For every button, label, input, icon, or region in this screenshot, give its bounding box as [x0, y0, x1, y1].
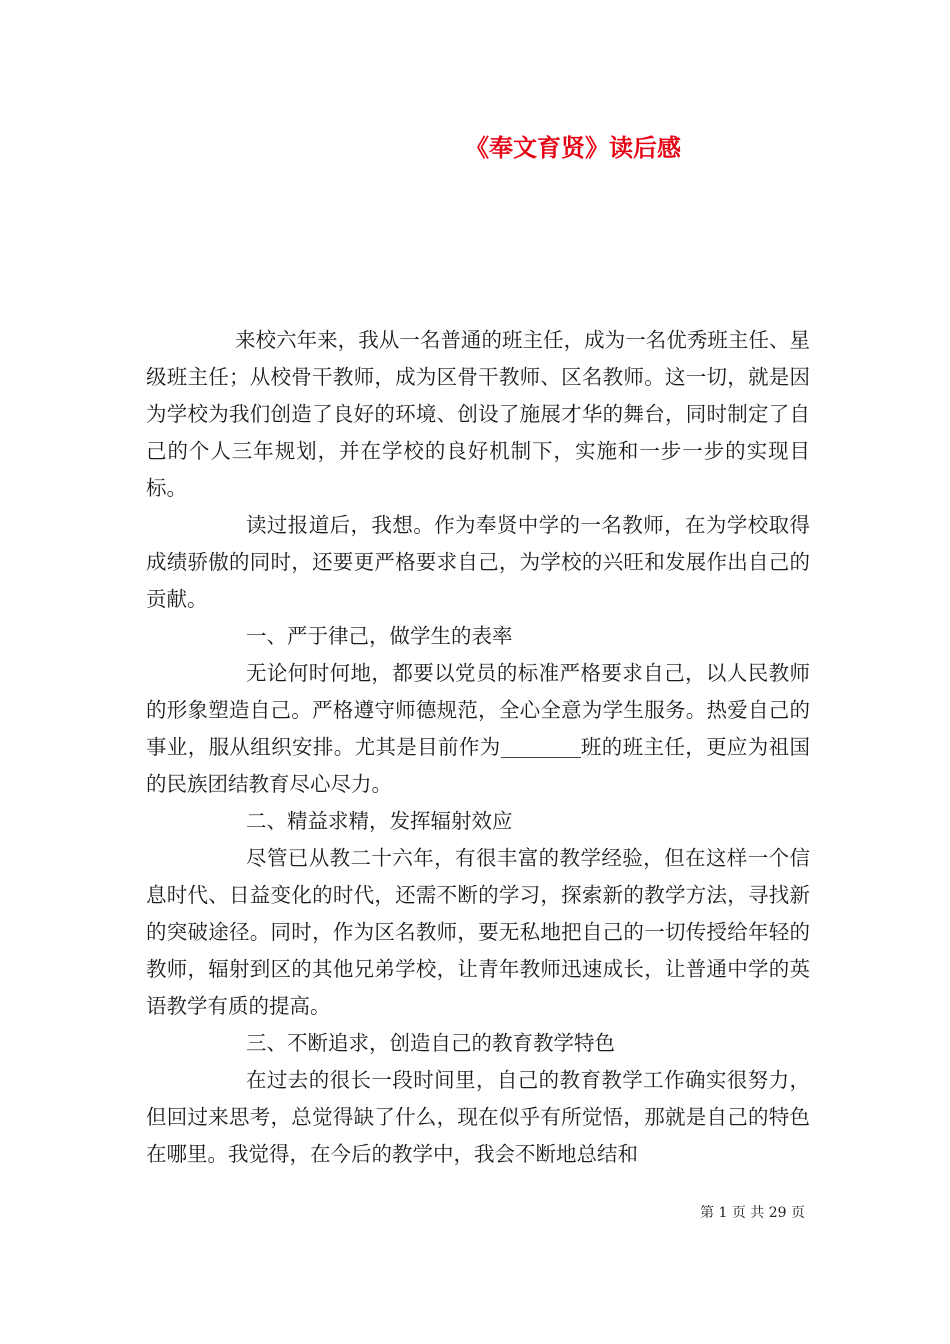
- paragraph-section-1: [146, 655, 810, 803]
- paragraph-intro: 来校六年来，我从一名普通的班主任，成为一名优秀班主任、星级班主任；从校骨干教师，成为区骨干教师、区名教师。这一切，就是因为学校为我们创造了良好的环境、创设了施展才华的舞台，同时制定了自己的个人三年规划，并在学校的良好机制下，实施和一步一步的实现目标。: [146, 328, 810, 500]
- document-body: [146, 322, 810, 1173]
- document-title: 《奉文育贤》读后感: [465, 133, 681, 162]
- page-number-footer: 第 1 页 共 29 页: [700, 1205, 805, 1221]
- paragraph-section-2: 尽管已从教二十六年，有很丰富的教学经验，但在这样一个信息时代、日益变化的时代，还需不断的学习，探索新的教学方法，寻找新的突破途径。同时，作为区名教师，要无私地把自己的一切传授给年轻的教师，辐射到区的其他兄弟学校，让青年教师迅速成长，让普通中学的英语教学有质的提高。: [146, 846, 810, 1018]
- fill-in-blank: [501, 737, 581, 759]
- section-heading-3: 三、不断追求，创造自己的教育教学特色: [246, 1031, 615, 1055]
- paragraph-section-3: 在过去的很长一段时间里，自己的教育教学工作确实很努力，但回过来思考，总觉得缺了什么，现在似乎有所觉悟，那就是自己的特色在哪里。我觉得，在今后的教学中，我会不断地总结和: [146, 1068, 810, 1166]
- paragraph-section-1-text-a: 无论何时何地，都要以党员的标准严格要求自己，以人民教师的形象塑造自己。严格遵守师德规范，全心全意为学生服务。热爱自己的事业，服从组织安排。尤其是目前作为: [146, 661, 810, 759]
- section-heading-1: 一、严于律己，做学生的表率: [246, 624, 513, 648]
- paragraph-reflection: 读过报道后，我想。作为奉贤中学的一名教师，在为学校取得成绩骄傲的同时，还要更严格要求自己，为学校的兴旺和发展作出自己的贡献。: [146, 513, 810, 611]
- paragraph-section-1-text-b: 班的班主任，更应为祖国的民族团结教育尽心尽力。: [146, 735, 811, 796]
- section-heading-2: 二、精益求精，发挥辐射效应: [246, 809, 513, 833]
